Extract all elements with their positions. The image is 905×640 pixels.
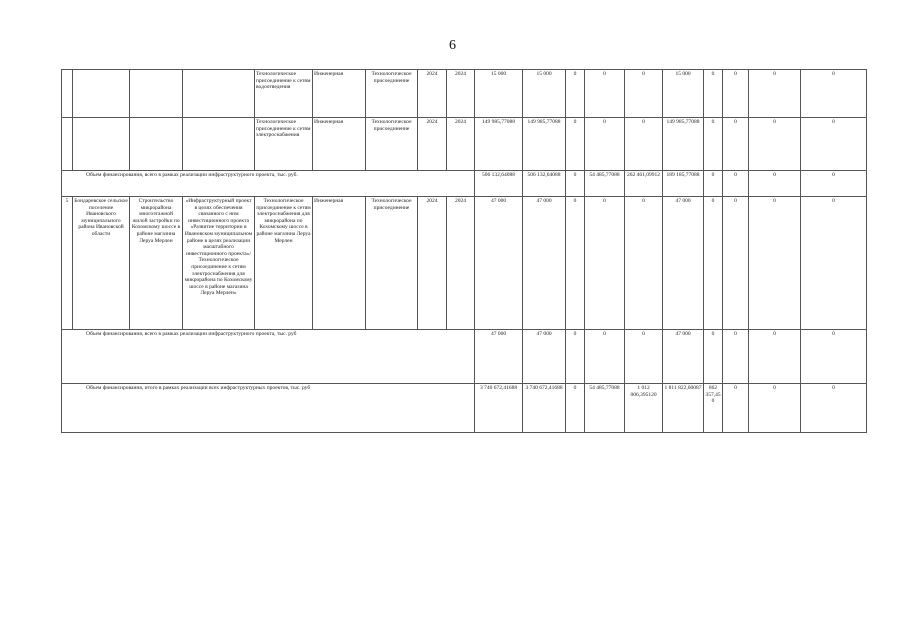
cell-value: 15 000 [663, 70, 704, 118]
cell-num [62, 70, 73, 118]
cell-value: 0 [704, 197, 723, 330]
cell-value: 0 [566, 118, 585, 171]
cell-value: 0 [566, 70, 585, 118]
table-row [62, 118, 867, 171]
summary-label: Объем финансирования, всего в рамках реализации инфраструктурного проекта, тыс. руб. [62, 171, 475, 197]
cell-total: 47 000 [475, 330, 523, 384]
cell-value: 0 [625, 197, 663, 330]
cell-value: 0 [801, 70, 867, 118]
cell-municipality: Бондаревское сельское поселение Ивановского муниципального района Ивановской области [73, 197, 130, 330]
cell-object: Технологическое присоединение к сетям водоотведения [255, 70, 313, 118]
cell-total: 149 985,77088 [475, 118, 523, 171]
cell-municipality [73, 70, 130, 118]
cell-num [62, 118, 73, 171]
cell-value: 0 [566, 384, 585, 433]
cell-value: 0 [704, 330, 723, 384]
cell-value: 0 [585, 330, 625, 384]
cell-total: 15 000 [475, 70, 523, 118]
cell-value: 0 [749, 384, 801, 433]
cell-value: 0 [723, 171, 749, 197]
cell-value: 0 [801, 384, 867, 433]
cell-value: 0 [566, 197, 585, 330]
cell-value: 0 [723, 70, 749, 118]
cell-total2: 47 000 [523, 197, 566, 330]
cell-project: Строительство микрорайона многоэтажной жилой застройки по Кохомскому шоссе в районе магазина Леруа Мерлен [130, 197, 183, 330]
cell-value: 47 000 [663, 330, 704, 384]
summary-label: Объем финансирования, итого в рамках реализации всех инфраструктурных проектов, тыс. руб [62, 384, 475, 433]
cell-value: 0 [749, 197, 801, 330]
cell-value: 0 [566, 171, 585, 197]
cell-type: Инженерная [313, 118, 366, 171]
cell-total: 3 740 672,41688 [475, 384, 523, 433]
cell-value: 1 012 006,395120 [625, 384, 663, 433]
table-row [62, 70, 867, 118]
cell-year-start: 2024 [418, 197, 447, 330]
cell-action: Технологическое присоединение [366, 118, 418, 171]
summary-row [62, 171, 867, 197]
cell-total2: 506 132,64088 [523, 171, 566, 197]
cell-description [183, 118, 255, 171]
cell-value: 0 [625, 330, 663, 384]
cell-value: 0 [704, 70, 723, 118]
cell-total2: 3 740 672,41688 [523, 384, 566, 433]
summary-label: Объем финансирования, всего в рамках реализации инфраструктурного проекта, тыс. руб [62, 330, 475, 384]
cell-value: 0 [625, 118, 663, 171]
cell-value: 0 [801, 197, 867, 330]
cell-value: 0 [704, 118, 723, 171]
cell-object: Технологическое присоединение к сетям электроснабжения для микрорайона по Кохомскому шоссе в районе магазина Леруа Мерлен [255, 197, 313, 330]
cell-year-start: 2024 [418, 118, 447, 171]
cell-value: 0 [801, 118, 867, 171]
cell-value: 54 485,77088 [585, 384, 625, 433]
cell-value: 1 811 822,60087 [663, 384, 704, 433]
cell-total: 47 000 [475, 197, 523, 330]
cell-year-start: 2024 [418, 70, 447, 118]
cell-municipality [73, 118, 130, 171]
cell-year-end: 2024 [447, 70, 475, 118]
cell-project [130, 118, 183, 171]
cell-value: 0 [625, 70, 663, 118]
cell-value: 862 357,450 [704, 384, 723, 433]
cell-year-end: 2024 [447, 118, 475, 171]
cell-value: 0 [801, 171, 867, 197]
page-number: 6 [449, 38, 456, 53]
cell-value: 0 [749, 70, 801, 118]
cell-type: Инженерная [313, 197, 366, 330]
cell-value: 0 [749, 118, 801, 171]
cell-value: 0 [749, 330, 801, 384]
cell-value: 0 [723, 197, 749, 330]
cell-value: 262 461,09912 [625, 171, 663, 197]
cell-value: 0 [723, 118, 749, 171]
cell-value: 149 985,77088 [663, 118, 704, 171]
cell-value: 0 [585, 118, 625, 171]
cell-value: 0 [585, 197, 625, 330]
cell-project [130, 70, 183, 118]
cell-total2: 15 000 [523, 70, 566, 118]
cell-object: Технологическое присоединение к сетям электроснабжения [255, 118, 313, 171]
table-row [62, 197, 867, 330]
cell-action: Технологическое присоединение [366, 70, 418, 118]
cell-value: 47 000 [663, 197, 704, 330]
cell-description [183, 70, 255, 118]
summary-row [62, 330, 867, 384]
cell-total2: 47 000 [523, 330, 566, 384]
cell-value: 54 485,77088 [585, 171, 625, 197]
cell-action: Технологическое присоединение [366, 197, 418, 330]
cell-value: 0 [704, 171, 723, 197]
cell-year-end: 2024 [447, 197, 475, 330]
cell-value: 0 [723, 384, 749, 433]
cell-value: 0 [585, 70, 625, 118]
cell-value: 0 [749, 171, 801, 197]
financing-table [61, 69, 867, 433]
cell-value: 0 [723, 330, 749, 384]
cell-value: 0 [801, 330, 867, 384]
summary-row [62, 384, 867, 433]
cell-total2: 149 985,77088 [523, 118, 566, 171]
cell-type: Инженерная [313, 70, 366, 118]
cell-num: 5 [62, 197, 73, 330]
cell-total: 506 132,64088 [475, 171, 523, 197]
cell-description: «Инфраструктурный проект в целях обеспечения связанного с ним инвестиционного проекта «Развитие территории в Ивановском муниципальном районе в целях реализации масштабного инвестиционного проекта»/Технологическое присоединение к сетям электроснабжения для микрорайона по Кохомскому шоссе в районе магазина Леруа Мерлен» [183, 197, 255, 330]
cell-value: 0 [566, 330, 585, 384]
cell-value: 189 185,77088 [663, 171, 704, 197]
